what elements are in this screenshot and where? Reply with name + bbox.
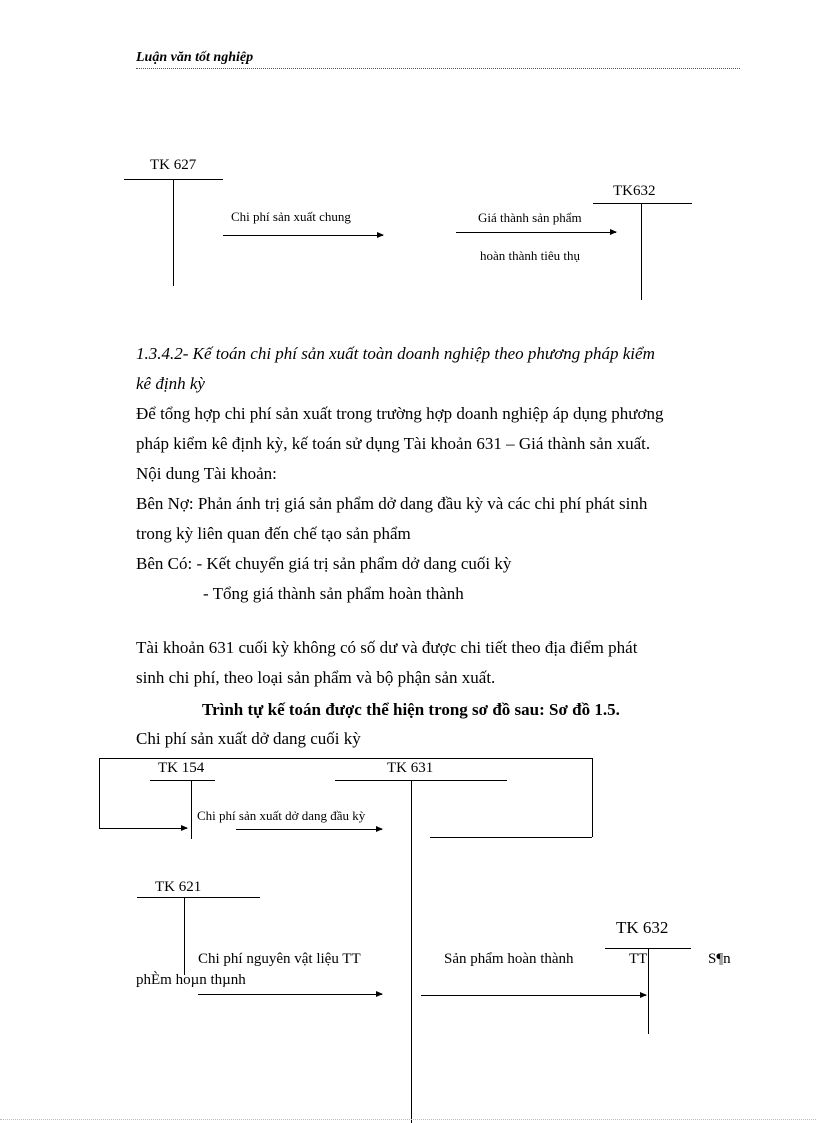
footer-rule [0, 1119, 816, 1120]
paragraph-line: Tài khoản 631 cuối kỳ không có số dư và được chi tiết theo địa điểm phát [136, 638, 638, 657]
label-direct-material: Chi phí nguyên vật liệu TT [198, 951, 361, 967]
account-label-tk621: TK 621 [155, 879, 202, 895]
loop-top-line [99, 758, 592, 759]
account-label-tk631: TK 631 [387, 760, 434, 776]
diagram-caption: Trình tự kế toán được thể hiện trong sơ đồ sau: Sơ đồ 1.5. [202, 700, 620, 719]
loop-left-line [99, 758, 100, 829]
arrow-tk631-to-tk632 [421, 995, 646, 996]
t-account-top-tk154 [150, 780, 215, 781]
paragraph-line: Bên Nợ: Phản ánh trị giá sản phẩm dở dang đầu kỳ và các chi phí phát sinh [136, 494, 648, 513]
t-account-stem-tk627 [173, 179, 174, 286]
account-label-tk154: TK 154 [158, 760, 205, 776]
label-completed-sold: hoàn thành tiêu thụ [480, 248, 581, 263]
t-account-top-tk621 [137, 897, 260, 898]
t-account-top-tk631 [335, 780, 507, 781]
header-rule [136, 68, 740, 69]
account-label-tk632: TK632 [613, 183, 656, 199]
t-account-stem-tk632-b [648, 948, 649, 1034]
paragraph-line: Để tổng hợp chi phí sản xuất trong trường hợp doanh nghiệp áp dụng phương [136, 404, 664, 423]
label-tt: TT [629, 951, 648, 967]
t-account-stem-tk631 [411, 780, 412, 1123]
paragraph-line: trong kỳ liên quan đến chế tạo sản phẩm [136, 524, 411, 543]
account-label-tk627: TK 627 [150, 157, 197, 173]
t-account-stem-tk632 [641, 203, 642, 300]
label-garbled-product: S¶n [708, 951, 731, 967]
paragraph-line: sinh chi phí, theo loại sản phẩm và bộ phận sản xuất. [136, 668, 496, 687]
section-heading-line1: 1.3.4.2- Kế toán chi phí sản xuất toàn doanh nghiệp theo phương pháp kiểm [136, 344, 655, 363]
label-closing-wip: Chi phí sản xuất dở dang cuối kỳ [136, 729, 361, 748]
paragraph-line: pháp kiểm kê định kỳ, kế toán sử dụng Tài khoản 631 – Giá thành sản xuất. [136, 434, 651, 453]
arrow-tk627-out [223, 235, 383, 236]
label-garbled-finished: phÈm hoµn thµnh [136, 972, 246, 988]
arrow-to-tk154 [99, 828, 187, 829]
label-opening-wip: Chi phí sản xuất dở dang đầu kỳ [197, 808, 366, 823]
t-account-top-tk632 [593, 203, 692, 204]
arrow-tk154-to-tk631 [236, 829, 382, 830]
document-header: Luận văn tốt nghiệp [136, 50, 254, 65]
account-label-tk632: TK 632 [616, 918, 669, 937]
paragraph-line: - Tổng giá thành sản phẩm hoàn thành [203, 584, 464, 603]
label-finished-products: Sản phẩm hoàn thành [444, 951, 574, 967]
loop-right-line [592, 758, 593, 837]
paragraph-line: Nội dung Tài khoản: [136, 464, 277, 483]
section-heading-line2: kê định kỳ [136, 374, 205, 393]
t-account-stem-tk154 [191, 780, 192, 839]
paragraph-line: Bên Có: - Kết chuyển giá trị sản phẩm dở dang cuối kỳ [136, 554, 512, 573]
arrow-to-tk632 [456, 232, 616, 233]
t-account-stem-tk621 [184, 897, 185, 975]
label-general-production-cost: Chi phí sản xuất chung [231, 209, 351, 224]
loop-bottom-right-line [430, 837, 592, 838]
label-product-cost: Giá thành sản phẩm [478, 210, 582, 225]
arrow-tk621-to-tk631 [198, 994, 382, 995]
